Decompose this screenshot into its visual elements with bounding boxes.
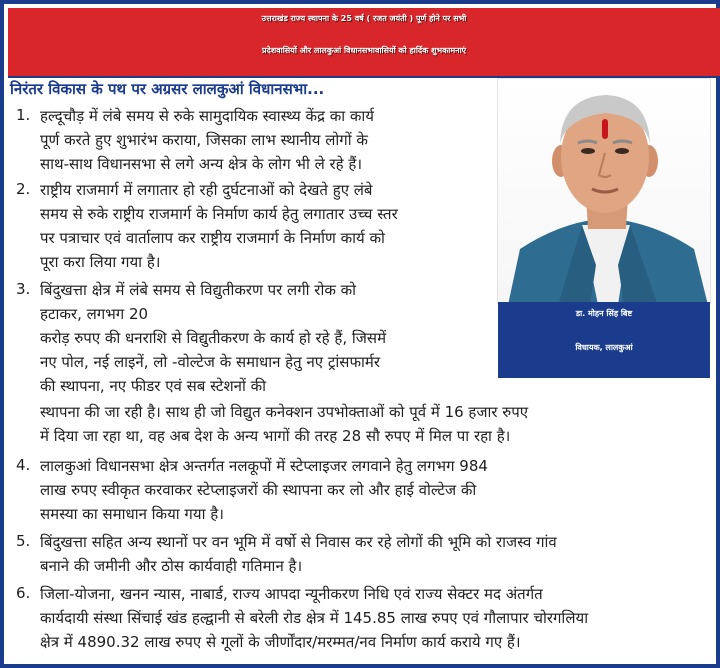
item-line: करोड़ रुपए की धनराशि से विद्युतीकरण के कार्य हो रहे हैं, जिसमें <box>40 329 387 347</box>
banner-line-1: उत्तराखंड राज्य स्थापना के 25 वर्ष ( रजत जयंती ) पूर्ण होने पर सभी <box>261 14 467 23</box>
item-number: 3. <box>16 280 31 298</box>
header-banner <box>8 8 720 78</box>
item-line: पूर्ण करते हुए शुभारंभ कराया, जिसका लाभ स्थानीय लोगों के <box>40 131 368 149</box>
item-line: हटाकर, लगभग 20 <box>40 305 149 323</box>
item-line: हल्दूचौड़ में लंबे समय से रुके सामुदायिक स्वास्थ्य केंद्र का कार्य <box>40 107 374 125</box>
item-number: 1. <box>16 106 31 124</box>
name-plate <box>498 302 710 378</box>
item-line: की स्थापना, नए फीडर एवं सब स्टेशनों की <box>40 377 267 395</box>
item-line: स्थापना की जा रही है। साथ ही जो विद्युत कनेक्शन उपभोक्ताओं को पूर्व में 16 हजार रुपए <box>40 403 529 421</box>
item-number: 5. <box>16 532 31 550</box>
person-name: डा. मोहन सिंह बिष्ट <box>575 309 633 318</box>
item-line: क्षेत्र में 4890.32 लाख रुपए से गूलों के जीर्णोंदार/मरम्मत/नव निर्माण कार्य कराये गए हैं। <box>40 633 521 651</box>
item-line: बिंदुखत्ता सहित अन्य स्थानों पर वन भूमि में वर्षो से निवास कर रहे लोगों की भूमि को राजस्व गांव <box>40 533 557 551</box>
item-line: में दिया जा रहा था, वह अब देश के अन्य भागों की तरह 28 सौ रुपए में मिल पा रहा है। <box>40 427 511 445</box>
item-line: साथ-साथ विधानसभा से लगे अन्य क्षेत्र के लोग भी ले रहे हैं। <box>40 155 363 173</box>
item-line: पूरा करा लिया गया है। <box>40 253 161 271</box>
item-line: कार्यदायी संस्था सिंचाई खंड हल्द्वानी से बरेली रोड क्षेत्र में 145.85 लाख रुपए एवं गौलापार चोरगलिया <box>40 609 589 627</box>
portrait-photo <box>497 78 711 304</box>
item-number: 4. <box>16 456 31 474</box>
item-line: नए पोल, नई लाइनें, लो -वोल्टेज के समाधान हेतु नए ट्रांसफार्मर <box>40 353 380 371</box>
banner-line-2: प्रदेशवासियों और लालकुआं विधानसभावासियों को हार्दिक शुभकामनाएं <box>261 46 467 55</box>
item-line: समस्या का समाधान किया गया है। <box>40 505 224 523</box>
item-line: लालकुआं विधानसभा क्षेत्र अन्तर्गत नलकूपों में स्टेप्लाइजर लगवाने हेतु लगभग 984 <box>40 457 488 475</box>
item-line: लाख रुपए स्वीकृत करवाकर स्टेप्लाइजरों की स्थापना कर लो और हाई वोल्टेज की <box>40 481 477 499</box>
item-number: 6. <box>16 584 31 602</box>
item-line: बनाने की जमीनी और ठोस कार्यवाही गतिमान है। <box>40 557 303 575</box>
item-line: समय से रुके राष्ट्रीय राजमार्ग के निर्माण कार्य हेतु लगातार उच्च स्तर <box>40 205 398 223</box>
item-line: राष्ट्रीय राजमार्ग में लगातार हो रही दुर्घटनाओं को देखते हुए लंबे <box>40 181 373 199</box>
portrait-illustration <box>498 79 711 304</box>
item-line: पर पत्राचार एवं वार्तालाप कर राष्ट्रीय राजमार्ग के निर्माण कार्य को <box>40 229 385 247</box>
item-number: 2. <box>16 180 31 198</box>
item-line: बिंदुखत्ता क्षेत्र में लंबे समय से विद्युतीकरण पर लगी रोक को <box>40 281 357 299</box>
subheading: निरंतर विकास के पथ पर अग्रसर लालकुआं विधानसभा... <box>10 80 325 98</box>
person-title: विधायक, लालकुआं <box>575 343 633 352</box>
item-line: जिला-योजना, खनन न्यास, नाबार्ड, राज्य आपदा न्यूनीकरण निधि एवं राज्य सेक्टर मद अंतर्गत <box>40 585 543 603</box>
